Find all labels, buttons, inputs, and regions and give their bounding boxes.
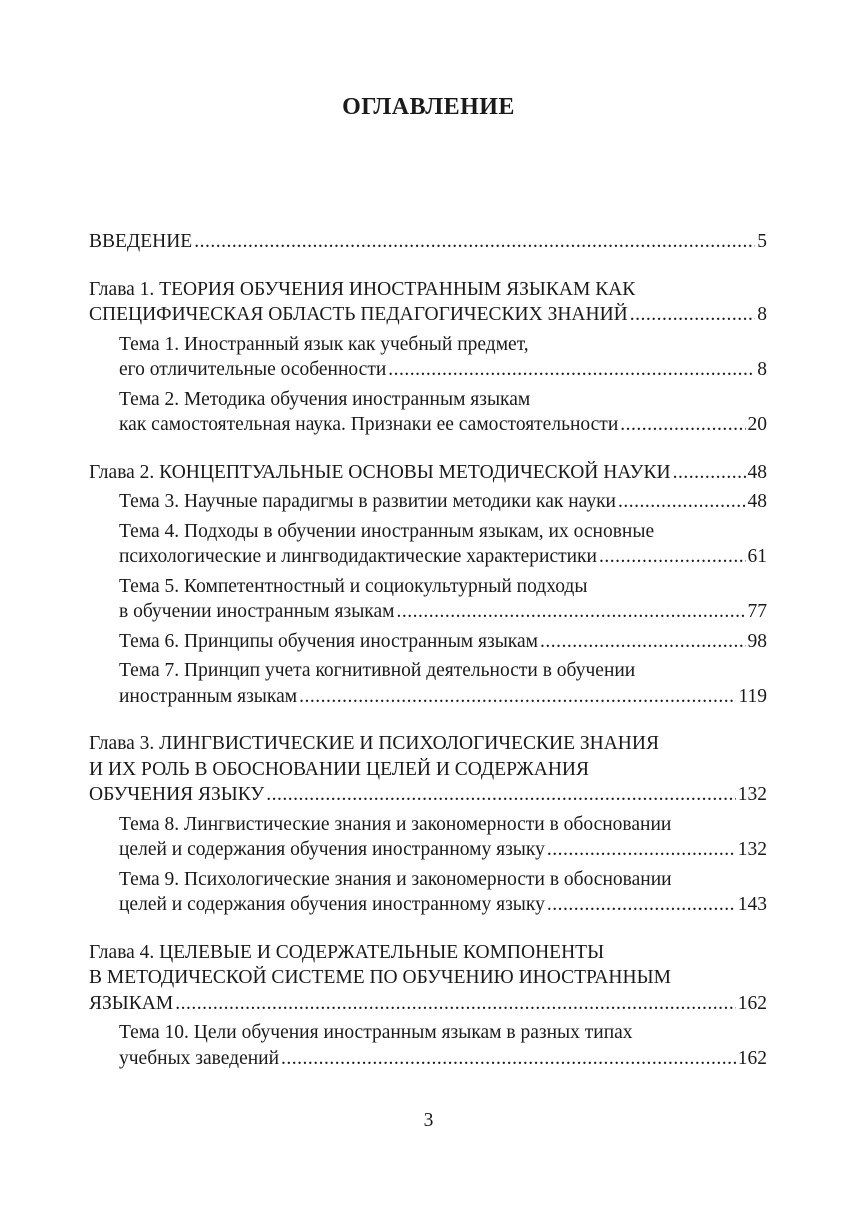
toc-entry-topic[interactable]	[89, 812, 767, 863]
entry-title-line: Тема 10. Цели обучения иностранным языкам в разных типах	[119, 1022, 633, 1043]
dot-leader	[618, 489, 746, 515]
entry-page-number: 8	[757, 304, 767, 325]
toc-entry-topic[interactable]	[89, 489, 767, 515]
toc-entry-topic[interactable]	[89, 1020, 767, 1071]
entry-title-line: Глава 4. ЦЕЛЕВЫЕ И СОДЕРЖАТЕЛЬНЫЕ КОМПОНЕНТЫ	[89, 941, 605, 963]
page-title: ОГЛАВЛЕНИЕ	[342, 94, 515, 120]
toc-entry-introduction[interactable]	[89, 229, 767, 255]
dot-leader	[540, 629, 746, 655]
dot-leader	[673, 460, 746, 486]
entry-title-line: Глава 3. ЛИНГВИСТИЧЕСКИЕ И ПСИХОЛОГИЧЕСКИЕ ЗНАНИЯ	[89, 733, 659, 754]
entry-title-line: Тема 8. Лингвистические знания и закономерности в обосновании	[119, 813, 672, 835]
entry-title-line: иностранным языкам	[119, 685, 298, 707]
toc-entry-topic[interactable]	[89, 519, 767, 570]
entry-page-number: 20	[747, 414, 767, 435]
entry-title-line: В МЕТОДИЧЕСКОЙ СИСТЕМЕ ПО ОБУЧЕНИЮ ИНОСТРАННЫМ	[89, 967, 671, 988]
entry-title-line: целей и содержания обучения иностранному языку	[119, 894, 545, 915]
entry-title-line: И ИХ РОЛЬ В ОБОСНОВАНИИ ЦЕЛЕЙ И СОДЕРЖАНИЯ	[89, 758, 589, 780]
entry-page-number: 162	[737, 1047, 767, 1069]
entry-final-line	[89, 782, 767, 808]
entry-final-line	[89, 991, 767, 1017]
toc-entry-topic[interactable]	[89, 629, 767, 655]
entry-title-line: Тема 9. Психологические знания и закономерности в обосновании	[119, 868, 672, 890]
entry-page-number: 5	[757, 231, 767, 252]
entry-final-line	[119, 544, 767, 570]
entry-final-line	[89, 302, 767, 328]
entry-title-line: Тема 1. Иностранный язык как учебный предмет,	[119, 333, 529, 355]
entry-title-line: ВВЕДЕНИЕ	[89, 231, 193, 252]
entry-final-line	[119, 892, 767, 918]
toc-entry-topic[interactable]	[89, 867, 767, 918]
dot-leader	[630, 302, 755, 328]
toc-entry-topic[interactable]	[89, 574, 767, 625]
entry-final-line	[119, 412, 767, 438]
toc-entry-chapter[interactable]	[89, 460, 767, 486]
entry-final-line	[119, 599, 767, 625]
entry-page-number: 8	[757, 359, 767, 380]
toc-entry-topic[interactable]	[89, 387, 767, 438]
entry-title-line: Глава 1. ТЕОРИЯ ОБУЧЕНИЯ ИНОСТРАННЫМ ЯЗЫКАМ КАК	[89, 278, 636, 300]
toc-entry-chapter[interactable]	[89, 940, 767, 1017]
entry-title-line: в обучении иностранным языкам	[119, 601, 395, 622]
entry-final-line	[119, 837, 767, 863]
entry-final-line	[119, 684, 767, 710]
dot-leader	[599, 544, 746, 570]
toc-entry-chapter[interactable]	[89, 731, 767, 808]
entry-title-line: как самостоятельная наука. Признаки ее самостоятельности	[119, 414, 619, 435]
dot-leader	[547, 837, 736, 863]
entry-title-line: Тема 7. Принцип учета когнитивной деятельности в обучении	[119, 660, 636, 681]
entry-page-number: 143	[737, 894, 767, 915]
entry-title-line: психологические и лингводидактические характеристики	[119, 546, 597, 567]
table-of-contents	[89, 229, 767, 1071]
entry-final-line	[119, 357, 767, 383]
entry-page-number: 132	[737, 839, 767, 860]
entry-final-line	[119, 1046, 767, 1072]
dot-leader	[266, 782, 736, 808]
page-number: 3	[423, 1110, 434, 1131]
entry-title-line: ОБУЧЕНИЯ ЯЗЫКУ	[89, 784, 265, 805]
entry-title-line: СПЕЦИФИЧЕСКАЯ ОБЛАСТЬ ПЕДАГОГИЧЕСКИХ ЗНАНИЙ	[89, 304, 628, 325]
entry-page-number: 98	[747, 630, 767, 652]
toc-entry-chapter[interactable]	[89, 277, 767, 328]
dot-leader	[194, 229, 755, 255]
entry-title-line: учебных заведений	[119, 1047, 280, 1069]
dot-leader	[620, 412, 745, 438]
entry-title-line: Тема 2. Методика обучения иностранным языкам	[119, 388, 531, 410]
entry-title-line: Тема 6. Принципы обучения иностранным языкам	[119, 630, 538, 652]
entry-title-line: Глава 2. КОНЦЕПТУАЛЬНЫЕ ОСНОВЫ МЕТОДИЧЕСКОЙ НАУКИ	[89, 461, 671, 483]
entry-title-line: Тема 4. Подходы в обучении иностранным языкам, их основные	[119, 520, 655, 542]
entry-page-number: 48	[747, 461, 767, 483]
toc-entry-topic[interactable]	[89, 658, 767, 709]
dot-leader	[299, 684, 736, 710]
dot-leader	[547, 892, 736, 918]
entry-title-line: его отличительные особенности	[119, 359, 387, 380]
entry-page-number: 132	[737, 784, 767, 805]
dot-leader	[396, 599, 745, 625]
entry-page-number: 119	[738, 685, 767, 707]
entry-page-number: 77	[747, 601, 767, 622]
entry-final-line	[119, 629, 767, 655]
entry-title-line: ЯЗЫКАМ	[89, 992, 174, 1014]
dot-leader	[388, 357, 755, 383]
entry-page-number: 162	[737, 992, 767, 1014]
entry-final-line	[119, 489, 767, 515]
dot-leader	[175, 991, 736, 1017]
entry-final-line	[89, 460, 767, 486]
toc-entry-topic[interactable]	[89, 332, 767, 383]
dot-leader	[281, 1046, 736, 1072]
entry-title-line: целей и содержания обучения иностранному языку	[119, 839, 545, 860]
entry-final-line	[89, 229, 767, 255]
entry-page-number: 48	[747, 491, 767, 512]
entry-title-line: Тема 3. Научные парадигмы в развитии методики как науки	[119, 491, 616, 512]
entry-title-line: Тема 5. Компетентностный и социокультурный подходы	[119, 575, 588, 597]
entry-page-number: 61	[747, 546, 767, 567]
